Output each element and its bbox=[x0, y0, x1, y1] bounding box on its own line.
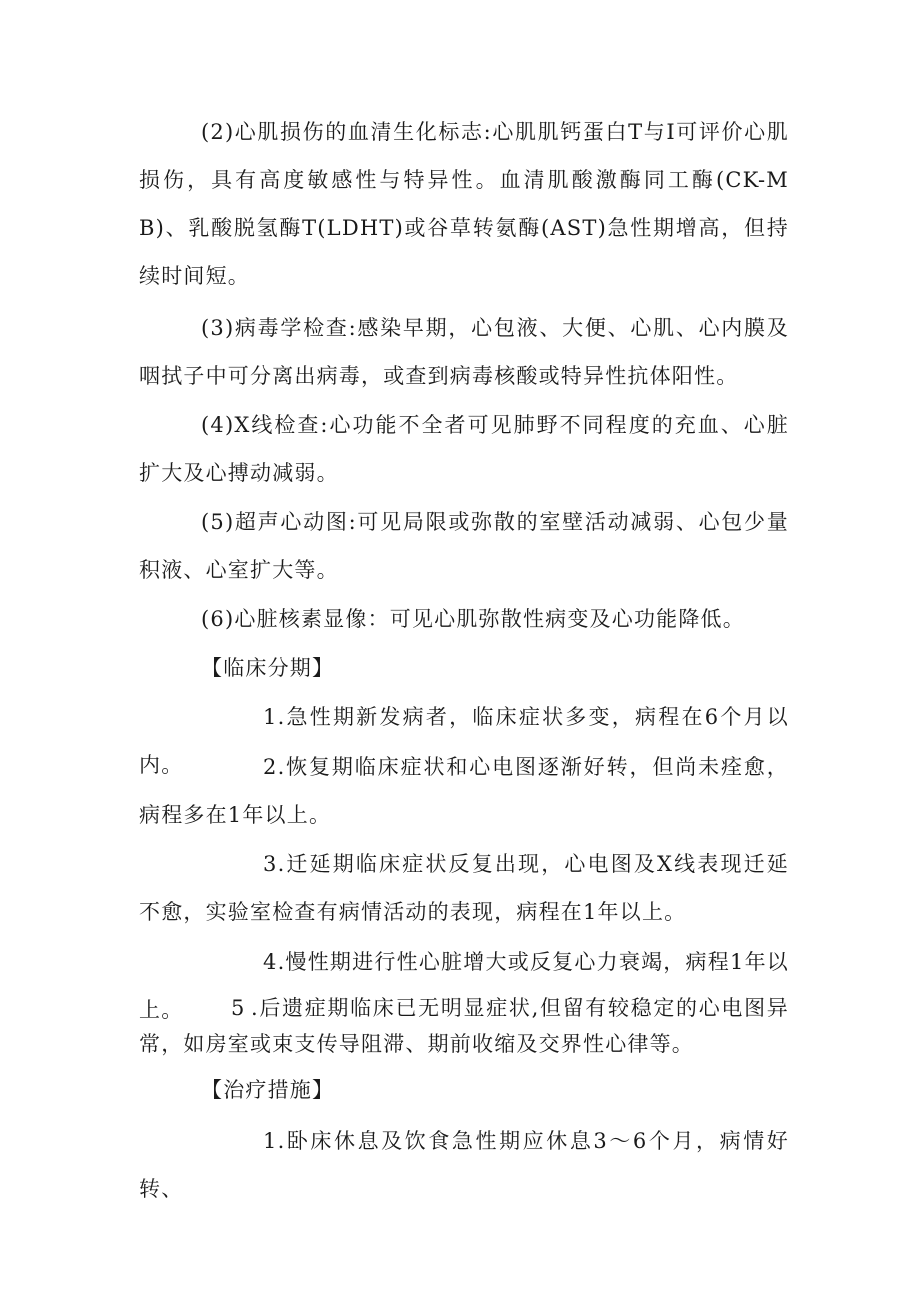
treatment-item-number: 1 bbox=[263, 1129, 278, 1153]
staging-item-number: 2 bbox=[263, 755, 278, 779]
treatment-item-rest bbox=[139, 1117, 789, 1213]
paragraph-echocardiography: (5)超声心动图:可见局限或弥散的室壁活动减弱、心包少量积液、心室扩大等。 bbox=[139, 510, 789, 582]
staging-item-sequelae bbox=[139, 990, 789, 1062]
paragraph-xray: (4)X线检查:心功能不全者可见肺野不同程度的充血、心脏扩大及心搏动减弱。 bbox=[139, 413, 789, 485]
heading-clinical-staging: 【临床分期】 bbox=[201, 656, 335, 680]
staging-item-number: 3 bbox=[263, 852, 278, 876]
staging-item-text: .慢性期进行性心脏增大或反复心力衰竭，病程1年以上。 bbox=[139, 950, 789, 1022]
staging-item-protracted bbox=[139, 840, 789, 936]
staging-item-number: 4 bbox=[263, 950, 278, 974]
paragraph-virology: (3)病毒学检查:感染早期，心包液、大便、心肌、心内膜及咽拭子中可分离出病毒，或查到病毒核酸或特异性抗体阳性。 bbox=[139, 316, 789, 388]
paragraph-nuclide-imaging: (6)心脏核素显像：可见心肌弥散性病变及心功能降低。 bbox=[201, 607, 745, 631]
staging-item-number: 1 bbox=[263, 705, 278, 729]
staging-item-text: .恢复期临床症状和心电图逐渐好转，但尚未痊愈，病程多在1年以上。 bbox=[139, 755, 789, 827]
paragraph-serum-markers: (2)心肌损伤的血清生化标志:心肌肌钙蛋白T与I可评价心肌损伤，具有高度敏感性与特异性。血清肌酸激酶同工酶(CK-MB)、乳酸脱氢酶T(LDHT)或谷草转氨酶(AST)急性期增高，但持续时间短。 bbox=[139, 120, 789, 288]
staging-item-number: 5 bbox=[231, 996, 246, 1020]
staging-item-recovery bbox=[139, 743, 789, 839]
staging-item-text: .急性期新发病者，临床症状多变，病程在6个月以内。 bbox=[139, 705, 789, 777]
heading-treatment: 【治疗措施】 bbox=[201, 1078, 335, 1102]
staging-item-text: .后遗症期临床已无明显症状,但留有较稳定的心电图异常，如房室或束支传导阻滞、期前收缩及交界性心律等。 bbox=[139, 996, 789, 1056]
treatment-item-text: .卧床休息及饮食急性期应休息3～6个月，病情好转、 bbox=[139, 1129, 789, 1201]
staging-item-text: .迁延期临床症状反复出现，心电图及X线表现迁延不愈，实验室检查有病情活动的表现，病程在1年以上。 bbox=[139, 852, 789, 924]
